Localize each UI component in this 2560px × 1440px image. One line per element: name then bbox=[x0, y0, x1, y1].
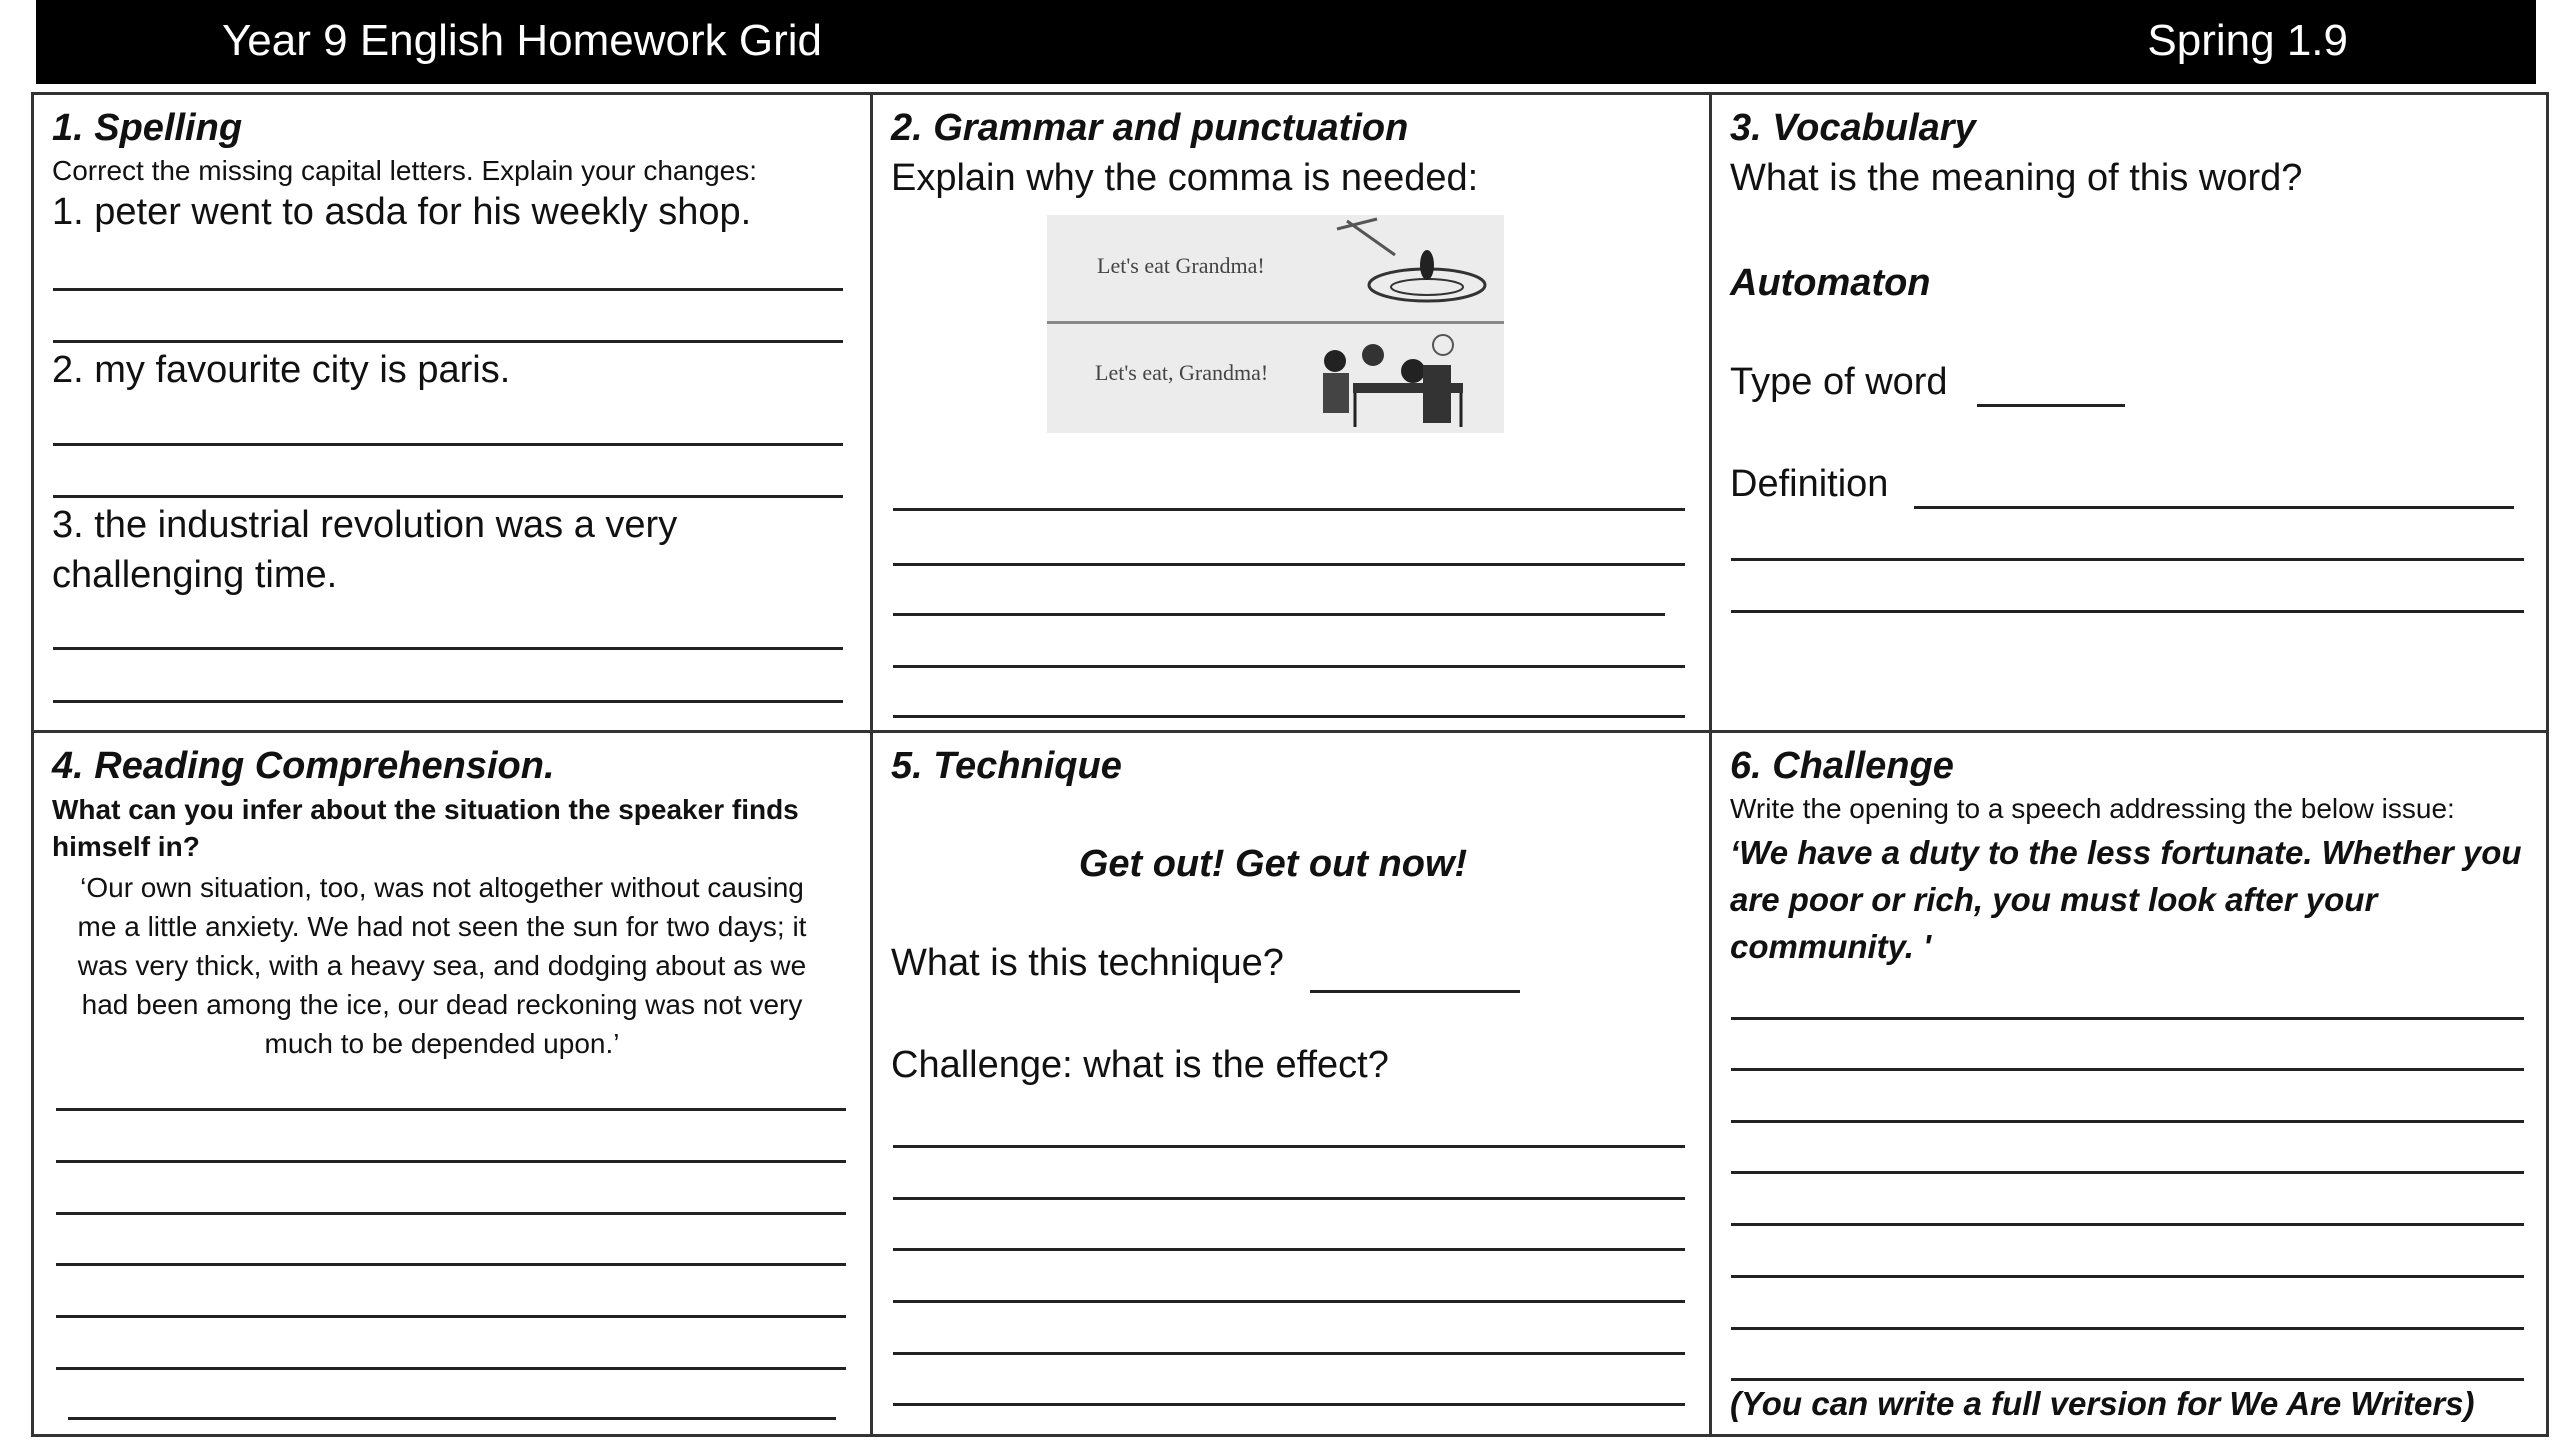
technique-effect-line[interactable] bbox=[893, 1403, 1685, 1406]
technique-effect-line[interactable] bbox=[893, 1248, 1685, 1251]
challenge-quote-line: are poor or rich, you must look after your bbox=[1730, 881, 2378, 918]
technique-effect-line[interactable] bbox=[893, 1197, 1685, 1200]
challenge-answer-line[interactable] bbox=[1731, 1378, 2524, 1381]
passage-line: was very thick, with a heavy sea, and dodging about as we bbox=[77, 950, 807, 981]
vocabulary-answer-line[interactable] bbox=[1731, 610, 2524, 613]
spelling-item-2: 2. my favourite city is paris. bbox=[52, 349, 511, 391]
spelling-answer-line[interactable] bbox=[53, 288, 843, 291]
spelling-answer-line[interactable] bbox=[53, 700, 843, 703]
challenge-heading: 6. Challenge bbox=[1730, 745, 1954, 787]
reading-passage bbox=[52, 868, 832, 1063]
vocabulary-cell bbox=[1712, 95, 2549, 730]
challenge-answer-line[interactable] bbox=[1731, 1171, 2524, 1174]
challenge-quote-line: community. ' bbox=[1730, 928, 1931, 965]
grammar-instruction: Explain why the comma is needed: bbox=[891, 157, 1479, 199]
word-type-answer-line[interactable] bbox=[1977, 404, 2125, 407]
reading-answer-line[interactable] bbox=[56, 1367, 846, 1370]
technique-effect-line[interactable] bbox=[893, 1352, 1685, 1355]
spelling-heading: 1. Spelling bbox=[52, 107, 243, 149]
comma-illustration bbox=[1047, 215, 1504, 433]
technique-challenge: Challenge: what is the effect? bbox=[891, 1044, 1389, 1086]
technique-question: What is this technique? bbox=[891, 942, 1284, 984]
reading-heading: 4. Reading Comprehension. bbox=[52, 745, 555, 787]
spelling-item-3a: 3. the industrial revolution was a very bbox=[52, 504, 678, 546]
challenge-answer-line[interactable] bbox=[1731, 1327, 2524, 1330]
challenge-instruction: Write the opening to a speech addressing the below issue: bbox=[1730, 793, 2455, 824]
spelling-answer-line[interactable] bbox=[53, 495, 843, 498]
spelling-answer-line[interactable] bbox=[53, 340, 843, 343]
technique-effect-line[interactable] bbox=[893, 1145, 1685, 1148]
grammar-answer-line[interactable] bbox=[893, 665, 1685, 668]
technique-cell bbox=[873, 733, 1709, 1437]
vocabulary-heading: 3. Vocabulary bbox=[1730, 107, 1976, 149]
passage-line: me a little anxiety. We had not seen the sun for two days; it bbox=[77, 911, 807, 942]
spelling-item-1: 1. peter went to asda for his weekly shop. bbox=[52, 191, 752, 233]
comma-caption-2: Let's eat, Grandma! bbox=[1095, 360, 1269, 385]
vocabulary-answer-line[interactable] bbox=[1731, 558, 2524, 561]
definition-answer-line[interactable] bbox=[1914, 506, 2514, 509]
technique-quote: Get out! Get out now! bbox=[1078, 843, 1468, 885]
grammar-heading: 2. Grammar and punctuation bbox=[891, 107, 1409, 149]
challenge-answer-line[interactable] bbox=[1731, 1017, 2524, 1020]
technique-answer-line[interactable] bbox=[1310, 990, 1520, 993]
header-bar bbox=[36, 0, 2536, 84]
reading-answer-line[interactable] bbox=[56, 1315, 846, 1318]
reading-question-line-1: What can you infer about the situation the speaker finds bbox=[52, 794, 799, 825]
dinner-plate-icon bbox=[1317, 215, 1497, 321]
challenge-answer-line[interactable] bbox=[1731, 1068, 2524, 1071]
technique-heading: 5. Technique bbox=[891, 745, 1122, 787]
passage-line: had been among the ice, our dead reckoning was not very bbox=[81, 989, 803, 1020]
challenge-quote-line: ‘We have a duty to the less fortunate. Whether you bbox=[1730, 834, 2522, 871]
spelling-item-3b: challenging time. bbox=[52, 554, 338, 596]
grammar-answer-line[interactable] bbox=[893, 563, 1685, 566]
spelling-answer-line[interactable] bbox=[53, 647, 843, 650]
reading-cell bbox=[34, 733, 870, 1437]
challenge-cell bbox=[1712, 733, 2549, 1437]
challenge-answer-line[interactable] bbox=[1731, 1223, 2524, 1226]
reading-answer-line[interactable] bbox=[56, 1160, 846, 1163]
passage-line: ‘Our own situation, too, was not altogether without causing bbox=[80, 872, 804, 903]
passage-line: much to be depended upon.’ bbox=[264, 1028, 620, 1059]
challenge-footer-note: (You can write a full version for We Are Writers) bbox=[1730, 1385, 2475, 1422]
reading-answer-line[interactable] bbox=[56, 1108, 846, 1111]
homework-grid bbox=[31, 92, 2549, 1437]
page-title: Year 9 English Homework Grid bbox=[222, 16, 822, 65]
comma-caption-1: Let's eat Grandma! bbox=[1097, 253, 1265, 278]
vocabulary-definition-label: Definition bbox=[1730, 463, 1889, 505]
challenge-quote bbox=[1730, 829, 2549, 970]
grammar-answer-line[interactable] bbox=[893, 613, 1665, 616]
grammar-answer-line[interactable] bbox=[893, 715, 1685, 718]
spelling-cell bbox=[34, 95, 870, 730]
challenge-answer-line[interactable] bbox=[1731, 1120, 2524, 1123]
comma-illustration-divider bbox=[1047, 321, 1504, 324]
grammar-answer-line[interactable] bbox=[893, 508, 1685, 511]
reading-question-line-2: himself in? bbox=[52, 831, 200, 862]
spelling-instruction: Correct the missing capital letters. Explain your changes: bbox=[52, 155, 757, 186]
vocabulary-word: Automaton bbox=[1730, 262, 1931, 304]
unit-code: Spring 1.9 bbox=[2147, 16, 2348, 65]
reading-answer-line[interactable] bbox=[56, 1263, 846, 1266]
technique-effect-line[interactable] bbox=[893, 1300, 1685, 1303]
vocabulary-question: What is the meaning of this word? bbox=[1730, 157, 2303, 199]
challenge-answer-line[interactable] bbox=[1731, 1275, 2524, 1278]
reading-answer-line[interactable] bbox=[56, 1212, 846, 1215]
dining-people-icon bbox=[1315, 327, 1475, 431]
vocabulary-type-label: Type of word bbox=[1730, 361, 1948, 403]
reading-answer-line[interactable] bbox=[68, 1417, 836, 1420]
spelling-answer-line[interactable] bbox=[53, 443, 843, 446]
